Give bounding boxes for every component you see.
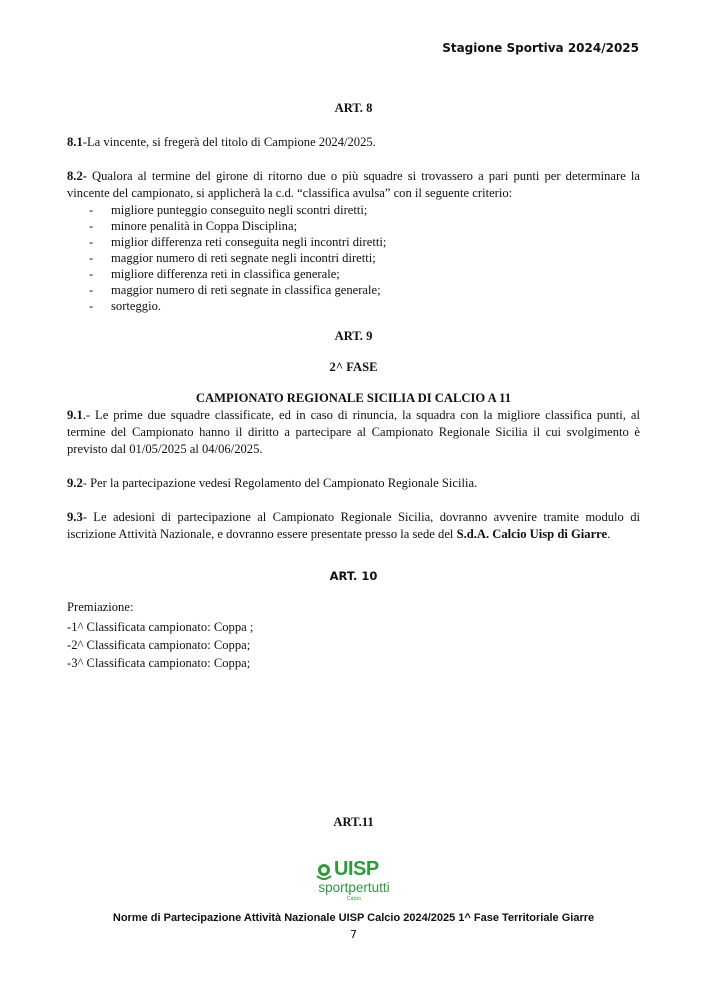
- art9-p2-text: - Per la partecipazione vedesi Regolamento del Campionato Regionale Sicilia.: [82, 476, 478, 490]
- criteria-item: - miglior differenza reti conseguita negli incontri diretti;: [89, 234, 640, 250]
- art9-p2-number: 9.2: [67, 476, 83, 490]
- season-header: Stagione Sportiva 2024/2025: [442, 41, 639, 55]
- uisp-logo: [314, 860, 394, 904]
- art9-title: ART. 9: [334, 329, 373, 343]
- art9-p1-text: .- Le prime due squadre classificate, ed in caso di rinuncia, la squadra con la migliore classifica punti, al termine del Campionato hanno il diritto a partecipare al Campionato Regionale Sicilia il cui svolgimento è previsto dal 01/05/2025 al 04/06/2025.: [67, 408, 640, 456]
- logo-small-text: Calcio: [347, 896, 361, 902]
- art9-p3-number: 9.3: [67, 510, 83, 524]
- art9-p3-venue: S.d.A. Calcio Uisp di Giarre: [456, 527, 608, 541]
- logo-main-text: UISP: [334, 858, 379, 880]
- criteria-item: - sorteggio.: [89, 298, 640, 314]
- prize-line: -3^ Classificata campionato: Coppa;: [67, 656, 251, 670]
- logo-tagline: sportpertutti: [318, 880, 390, 895]
- art9-p3-end: .: [607, 527, 611, 541]
- art8-paragraph-2: [67, 168, 640, 202]
- art9-paragraph-2: [67, 475, 640, 492]
- criteria-item: - migliore differenza reti in classifica generale;: [89, 266, 640, 282]
- art10-title: ART. 10: [329, 569, 378, 583]
- art10-intro: Premiazione:: [67, 600, 134, 614]
- criteria-list: [67, 202, 640, 314]
- art11-title: ART.11: [333, 815, 374, 829]
- art9-paragraph-1: [67, 407, 640, 458]
- art8-title: ART. 8: [334, 101, 373, 115]
- art8-p1-number: 8.1: [67, 135, 83, 149]
- art9-phase: 2^ FASE: [329, 360, 378, 374]
- prize-line: -2^ Classificata campionato: Coppa;: [67, 638, 251, 652]
- criteria-item: - minore penalità in Coppa Disciplina;: [89, 218, 640, 234]
- document-body: [67, 100, 640, 672]
- art9-subtitle: CAMPIONATO REGIONALE SICILIA DI CALCIO A 11: [195, 391, 512, 405]
- prize-line: -1^ Classificata campionato: Coppa ;: [67, 620, 254, 634]
- art9-p3-text: - Le adesioni di partecipazione al Campionato Regionale Sicilia, dovranno avvenire tramite modulo di iscrizione Attività Nazionale, e dovranno essere presentate presso la sede del: [67, 510, 640, 541]
- criteria-item: - maggior numero di reti segnate negli incontri diretti;: [89, 250, 640, 266]
- criteria-item: - maggior numero di reti segnate in classifica generale;: [89, 282, 640, 298]
- art8-paragraph-1: [67, 134, 640, 151]
- page-number: 7: [350, 928, 357, 941]
- art8-p2-text: Qualora al termine del girone di ritorno due o più squadre si trovassero a pari punti per determinare la vincente del campionato, si applicherà la c.d. “classifica avulsa” con il seguente criterio:: [67, 169, 640, 200]
- art8-p1-text: -La vincente, si fregerà del titolo di Campione 2024/2025.: [82, 135, 376, 149]
- art8-p2-number: 8.2-: [67, 169, 87, 183]
- art9-paragraph-3: [67, 509, 640, 543]
- footer-text: Norme di Partecipazione Attività Nazionale UISP Calcio 2024/2025 1^ Fase Territoriale Giarre: [112, 912, 595, 924]
- criteria-item: - migliore punteggio conseguito negli scontri diretti;: [89, 202, 640, 218]
- art9-p1-number: 9.1: [67, 408, 83, 422]
